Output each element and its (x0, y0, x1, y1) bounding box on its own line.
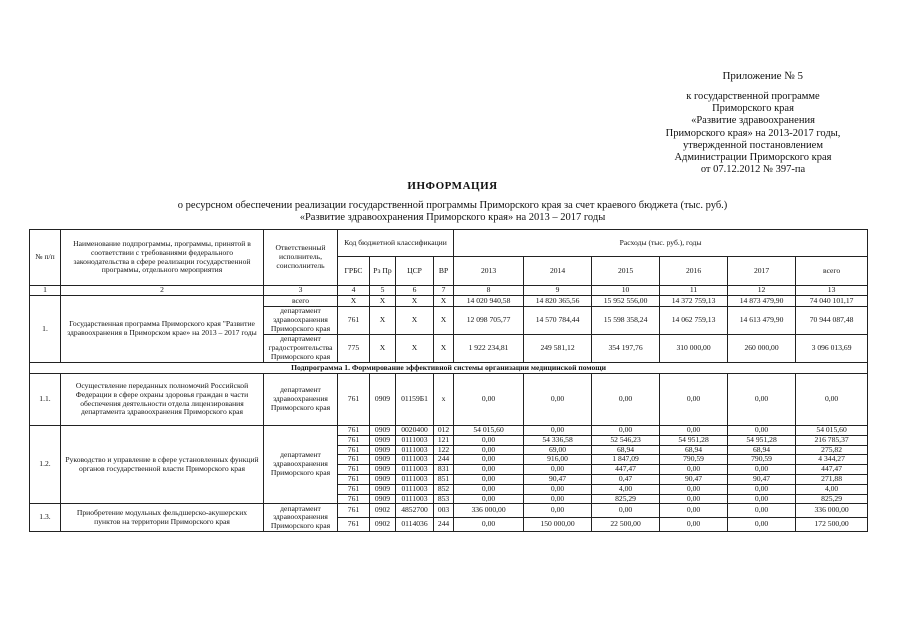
cell-value: 54 951,28 (660, 435, 728, 445)
cell-value: 0,00 (660, 484, 728, 494)
cell-value: 0,00 (728, 484, 796, 494)
cell-value: 150 000,00 (524, 518, 592, 532)
cell-value: 14 613 479,90 (728, 307, 796, 335)
cell-value: 0,00 (454, 455, 524, 465)
cell-value: 68,94 (728, 445, 796, 455)
cell-csr: Х (396, 335, 434, 363)
item-num: 1.1. (30, 374, 61, 426)
cell-vr: 852 (434, 484, 454, 494)
cell-value: 0,00 (524, 374, 592, 426)
cell-rzpr: 0909 (370, 445, 396, 455)
cell-value: 90,47 (660, 474, 728, 484)
cell-value: 0,00 (660, 465, 728, 475)
cell-value: 275,82 (796, 445, 868, 455)
cell-value: 12 098 705,77 (454, 307, 524, 335)
approval-line: Приморского края (712, 103, 794, 115)
header-year-2017: 2017 (728, 257, 796, 286)
cell-value: 249 581,12 (524, 335, 592, 363)
header-budget-code: Код бюджетной классификации (338, 230, 454, 257)
program-name: Государственная программа Приморского края "Развитие здравоохранения в Приморском крае» на 2013 – 2017 годы (61, 296, 264, 363)
column-number: 4 (338, 286, 370, 296)
cell-executor: департамент здравоохранения Приморского края (264, 374, 338, 426)
item-num: 1.3. (30, 504, 61, 532)
cell-executor: департамент здравоохранения Приморского края (264, 426, 338, 504)
cell-value: 1 922 234,81 (454, 335, 524, 363)
approval-line: от 07.12.2012 № 397-па (700, 164, 806, 176)
header-year-2013: 2013 (454, 257, 524, 286)
cell-csr: 0111003 (396, 474, 434, 484)
document-title: ИНФОРМАЦИЯ (407, 180, 498, 192)
item-name: Приобретение модульных фельдшерско-акушерских пунктов на территории Приморского края (61, 504, 264, 532)
item-num: 1.2. (30, 426, 61, 504)
cell-value: 15 952 556,00 (592, 296, 660, 307)
cell-value: 0,00 (728, 426, 796, 436)
cell-csr: 4852700 (396, 504, 434, 518)
cell-value: 69,00 (524, 445, 592, 455)
column-number: 11 (660, 286, 728, 296)
cell-value: 14 020 940,58 (454, 296, 524, 307)
cell-value: 54 015,60 (796, 426, 868, 436)
annex-number: Приложение № 5 (722, 70, 803, 82)
cell-grbs: 761 (338, 494, 370, 504)
cell-value: 0,00 (454, 484, 524, 494)
cell-value: 0,00 (660, 426, 728, 436)
cell-value: 0,00 (524, 426, 592, 436)
cell-grbs: 761 (338, 307, 370, 335)
column-number: 9 (524, 286, 592, 296)
cell-value: 90,47 (728, 474, 796, 484)
cell-vr: х (434, 374, 454, 426)
cell-value: 0,00 (592, 374, 660, 426)
cell-vr: Х (434, 296, 454, 307)
cell-value: 0,00 (728, 374, 796, 426)
cell-vr: 012 (434, 426, 454, 436)
cell-csr: 01159Б1 (396, 374, 434, 426)
cell-rzpr: 0909 (370, 474, 396, 484)
cell-value: 260 000,00 (728, 335, 796, 363)
header-year-2016: 2016 (660, 257, 728, 286)
cell-value: 0,47 (592, 474, 660, 484)
cell-value: 0,00 (728, 465, 796, 475)
cell-csr: 0111003 (396, 465, 434, 475)
header-num: № п/п (30, 230, 61, 286)
cell-vr: Х (434, 335, 454, 363)
cell-rzpr: Х (370, 296, 396, 307)
cell-vr: 244 (434, 455, 454, 465)
cell-value: 0,00 (454, 445, 524, 455)
cell-value: 790,59 (728, 455, 796, 465)
cell-value: 0,00 (524, 465, 592, 475)
cell-grbs: 761 (338, 518, 370, 532)
cell-value: 14 062 759,13 (660, 307, 728, 335)
cell-value: 0,00 (660, 494, 728, 504)
column-number: 6 (396, 286, 434, 296)
cell-csr: 0020400 (396, 426, 434, 436)
cell-executor: департамент здравоохранения Приморского края (264, 307, 338, 335)
subprogram-row (30, 363, 868, 374)
cell-rzpr: 0909 (370, 484, 396, 494)
header-year-2014: 2014 (524, 257, 592, 286)
header-csr: ЦСР (396, 257, 434, 286)
cell-csr: 0111003 (396, 435, 434, 445)
cell-value: 271,88 (796, 474, 868, 484)
cell-value: 172 500,00 (796, 518, 868, 532)
cell-rzpr: 0909 (370, 465, 396, 475)
cell-csr: 0111003 (396, 455, 434, 465)
cell-value: 14 570 784,44 (524, 307, 592, 335)
cell-value: 0,00 (454, 518, 524, 532)
cell-executor: департамент градостроительства Приморского края (264, 335, 338, 363)
item-name: Руководство и управление в сфере установленных функций органов государственной власти Приморского края (61, 426, 264, 504)
cell-value: 825,29 (796, 494, 868, 504)
table-row (30, 504, 868, 518)
cell-value: 15 598 358,24 (592, 307, 660, 335)
cell-value: 790,59 (660, 455, 728, 465)
column-number: 13 (796, 286, 868, 296)
cell-value: 0,00 (524, 484, 592, 494)
cell-grbs: 775 (338, 335, 370, 363)
cell-rzpr: 0909 (370, 426, 396, 436)
header-vr: ВР (434, 257, 454, 286)
approval-line: к государственной программе (686, 91, 820, 102)
cell-value: 0,00 (454, 435, 524, 445)
cell-vr: 121 (434, 435, 454, 445)
program-num: 1. (30, 296, 61, 363)
header-rzpr: Рз Пр (370, 257, 396, 286)
cell-value: 4,00 (796, 484, 868, 494)
subtitle-line: о ресурсном обеспечении реализации государственной программы Приморского края за счет краевого бюджета (тыс. руб.) (177, 200, 728, 211)
cell-value: 0,00 (524, 494, 592, 504)
cell-value: 336 000,00 (796, 504, 868, 518)
cell-grbs: 761 (338, 504, 370, 518)
cell-value: 447,47 (796, 465, 868, 475)
cell-value: 447,47 (592, 465, 660, 475)
header-total: всего (796, 257, 868, 286)
cell-csr: Х (396, 296, 434, 307)
cell-rzpr: 0902 (370, 504, 396, 518)
cell-grbs: 761 (338, 455, 370, 465)
column-number: 5 (370, 286, 396, 296)
cell-executor: всего (264, 296, 338, 307)
header-executor: Ответственный исполнитель, соисполнитель (264, 230, 338, 286)
header-name: Наименование подпрограммы, программы, принятой в соответствии с требованиями федерального законодательства в сфере реализации государственной программы, отдельного мероприятия (61, 230, 264, 286)
cell-value: 0,00 (796, 374, 868, 426)
cell-vr: 853 (434, 494, 454, 504)
cell-vr: 831 (434, 465, 454, 475)
cell-value: 54 015,60 (454, 426, 524, 436)
cell-value: 4 344,27 (796, 455, 868, 465)
cell-value: 0,00 (454, 465, 524, 475)
cell-csr: 0111003 (396, 445, 434, 455)
column-number: 3 (264, 286, 338, 296)
cell-value: 52 546,23 (592, 435, 660, 445)
cell-value: 14 820 365,56 (524, 296, 592, 307)
column-number: 2 (61, 286, 264, 296)
cell-value: 0,00 (454, 494, 524, 504)
cell-grbs: Х (338, 296, 370, 307)
cell-value: 74 040 101,17 (796, 296, 868, 307)
column-numbers-row (30, 286, 868, 296)
cell-value: 310 000,00 (660, 335, 728, 363)
column-number: 1 (30, 286, 61, 296)
column-number: 7 (434, 286, 454, 296)
cell-value: 3 096 013,69 (796, 335, 868, 363)
cell-value: 68,94 (592, 445, 660, 455)
cell-rzpr: 0909 (370, 455, 396, 465)
header-grbs: ГРБС (338, 257, 370, 286)
cell-value: 4,00 (592, 484, 660, 494)
cell-rzpr: 0909 (370, 494, 396, 504)
resource-table (29, 229, 868, 532)
cell-value: 0,00 (728, 518, 796, 532)
cell-csr: 0114036 (396, 518, 434, 532)
cell-value: 54 336,58 (524, 435, 592, 445)
approval-line: Приморского края» на 2013-2017 годы, (665, 127, 841, 139)
cell-value: 0,00 (524, 504, 592, 518)
cell-value: 0,00 (660, 504, 728, 518)
cell-csr: 0111003 (396, 484, 434, 494)
cell-value: 14 372 759,13 (660, 296, 728, 307)
cell-vr: 851 (434, 474, 454, 484)
cell-csr: 0111003 (396, 494, 434, 504)
cell-value: 354 197,76 (592, 335, 660, 363)
cell-grbs: 761 (338, 474, 370, 484)
cell-rzpr: Х (370, 307, 396, 335)
subtitle-line: «Развитие здравоохранения Приморского края» на 2013 – 2017 годы (299, 212, 606, 223)
cell-value: 70 944 087,48 (796, 307, 868, 335)
item-name: Осуществление переданных полномочий Российской Федерации в сфере охраны здоровья граждан в части обеспечения деятельности отдела лицензирования департамента здравоохранения Приморского края (61, 374, 264, 426)
cell-value: 90,47 (524, 474, 592, 484)
table-row (30, 296, 868, 307)
cell-csr: Х (396, 307, 434, 335)
cell-vr: 244 (434, 518, 454, 532)
subprogram-title: Подпрограмма 1. Формирование эффективной системы организации медицинской помощи (30, 363, 868, 374)
cell-rzpr: 0909 (370, 374, 396, 426)
cell-grbs: 761 (338, 484, 370, 494)
table-row (30, 374, 868, 426)
cell-vr: 122 (434, 445, 454, 455)
cell-rzpr: Х (370, 335, 396, 363)
cell-value: 0,00 (592, 504, 660, 518)
cell-value: 0,00 (728, 494, 796, 504)
cell-vr: 003 (434, 504, 454, 518)
cell-grbs: 761 (338, 465, 370, 475)
approval-line: утвержденной постановлением (683, 139, 823, 151)
cell-grbs: 761 (338, 435, 370, 445)
column-number: 10 (592, 286, 660, 296)
cell-grbs: 761 (338, 445, 370, 455)
column-number: 8 (454, 286, 524, 296)
cell-value: 0,00 (660, 518, 728, 532)
approval-block (653, 91, 853, 176)
cell-value: 216 785,37 (796, 435, 868, 445)
cell-value: 54 951,28 (728, 435, 796, 445)
cell-value: 336 000,00 (454, 504, 524, 518)
cell-value: 22 500,00 (592, 518, 660, 532)
cell-value: 0,00 (592, 426, 660, 436)
cell-value: 825,29 (592, 494, 660, 504)
cell-rzpr: 0902 (370, 518, 396, 532)
document-subtitle (0, 200, 905, 224)
cell-grbs: 761 (338, 374, 370, 426)
header-expenses: Расходы (тыс. руб.), годы (454, 230, 868, 257)
cell-value: 14 873 479,90 (728, 296, 796, 307)
cell-value: 916,00 (524, 455, 592, 465)
column-number: 12 (728, 286, 796, 296)
cell-rzpr: 0909 (370, 435, 396, 445)
cell-value: 0,00 (454, 374, 524, 426)
table-row (30, 426, 868, 436)
header-year-2015: 2015 (592, 257, 660, 286)
cell-value: 0,00 (454, 474, 524, 484)
cell-vr: Х (434, 307, 454, 335)
approval-line: «Развитие здравоохранения (691, 115, 815, 127)
cell-value: 0,00 (660, 374, 728, 426)
cell-value: 0,00 (728, 504, 796, 518)
cell-executor: департамент здравоохранения Приморского края (264, 504, 338, 532)
cell-value: 68,94 (660, 445, 728, 455)
cell-value: 1 847,09 (592, 455, 660, 465)
approval-line: Администрации Приморского края (674, 152, 832, 164)
cell-grbs: 761 (338, 426, 370, 436)
